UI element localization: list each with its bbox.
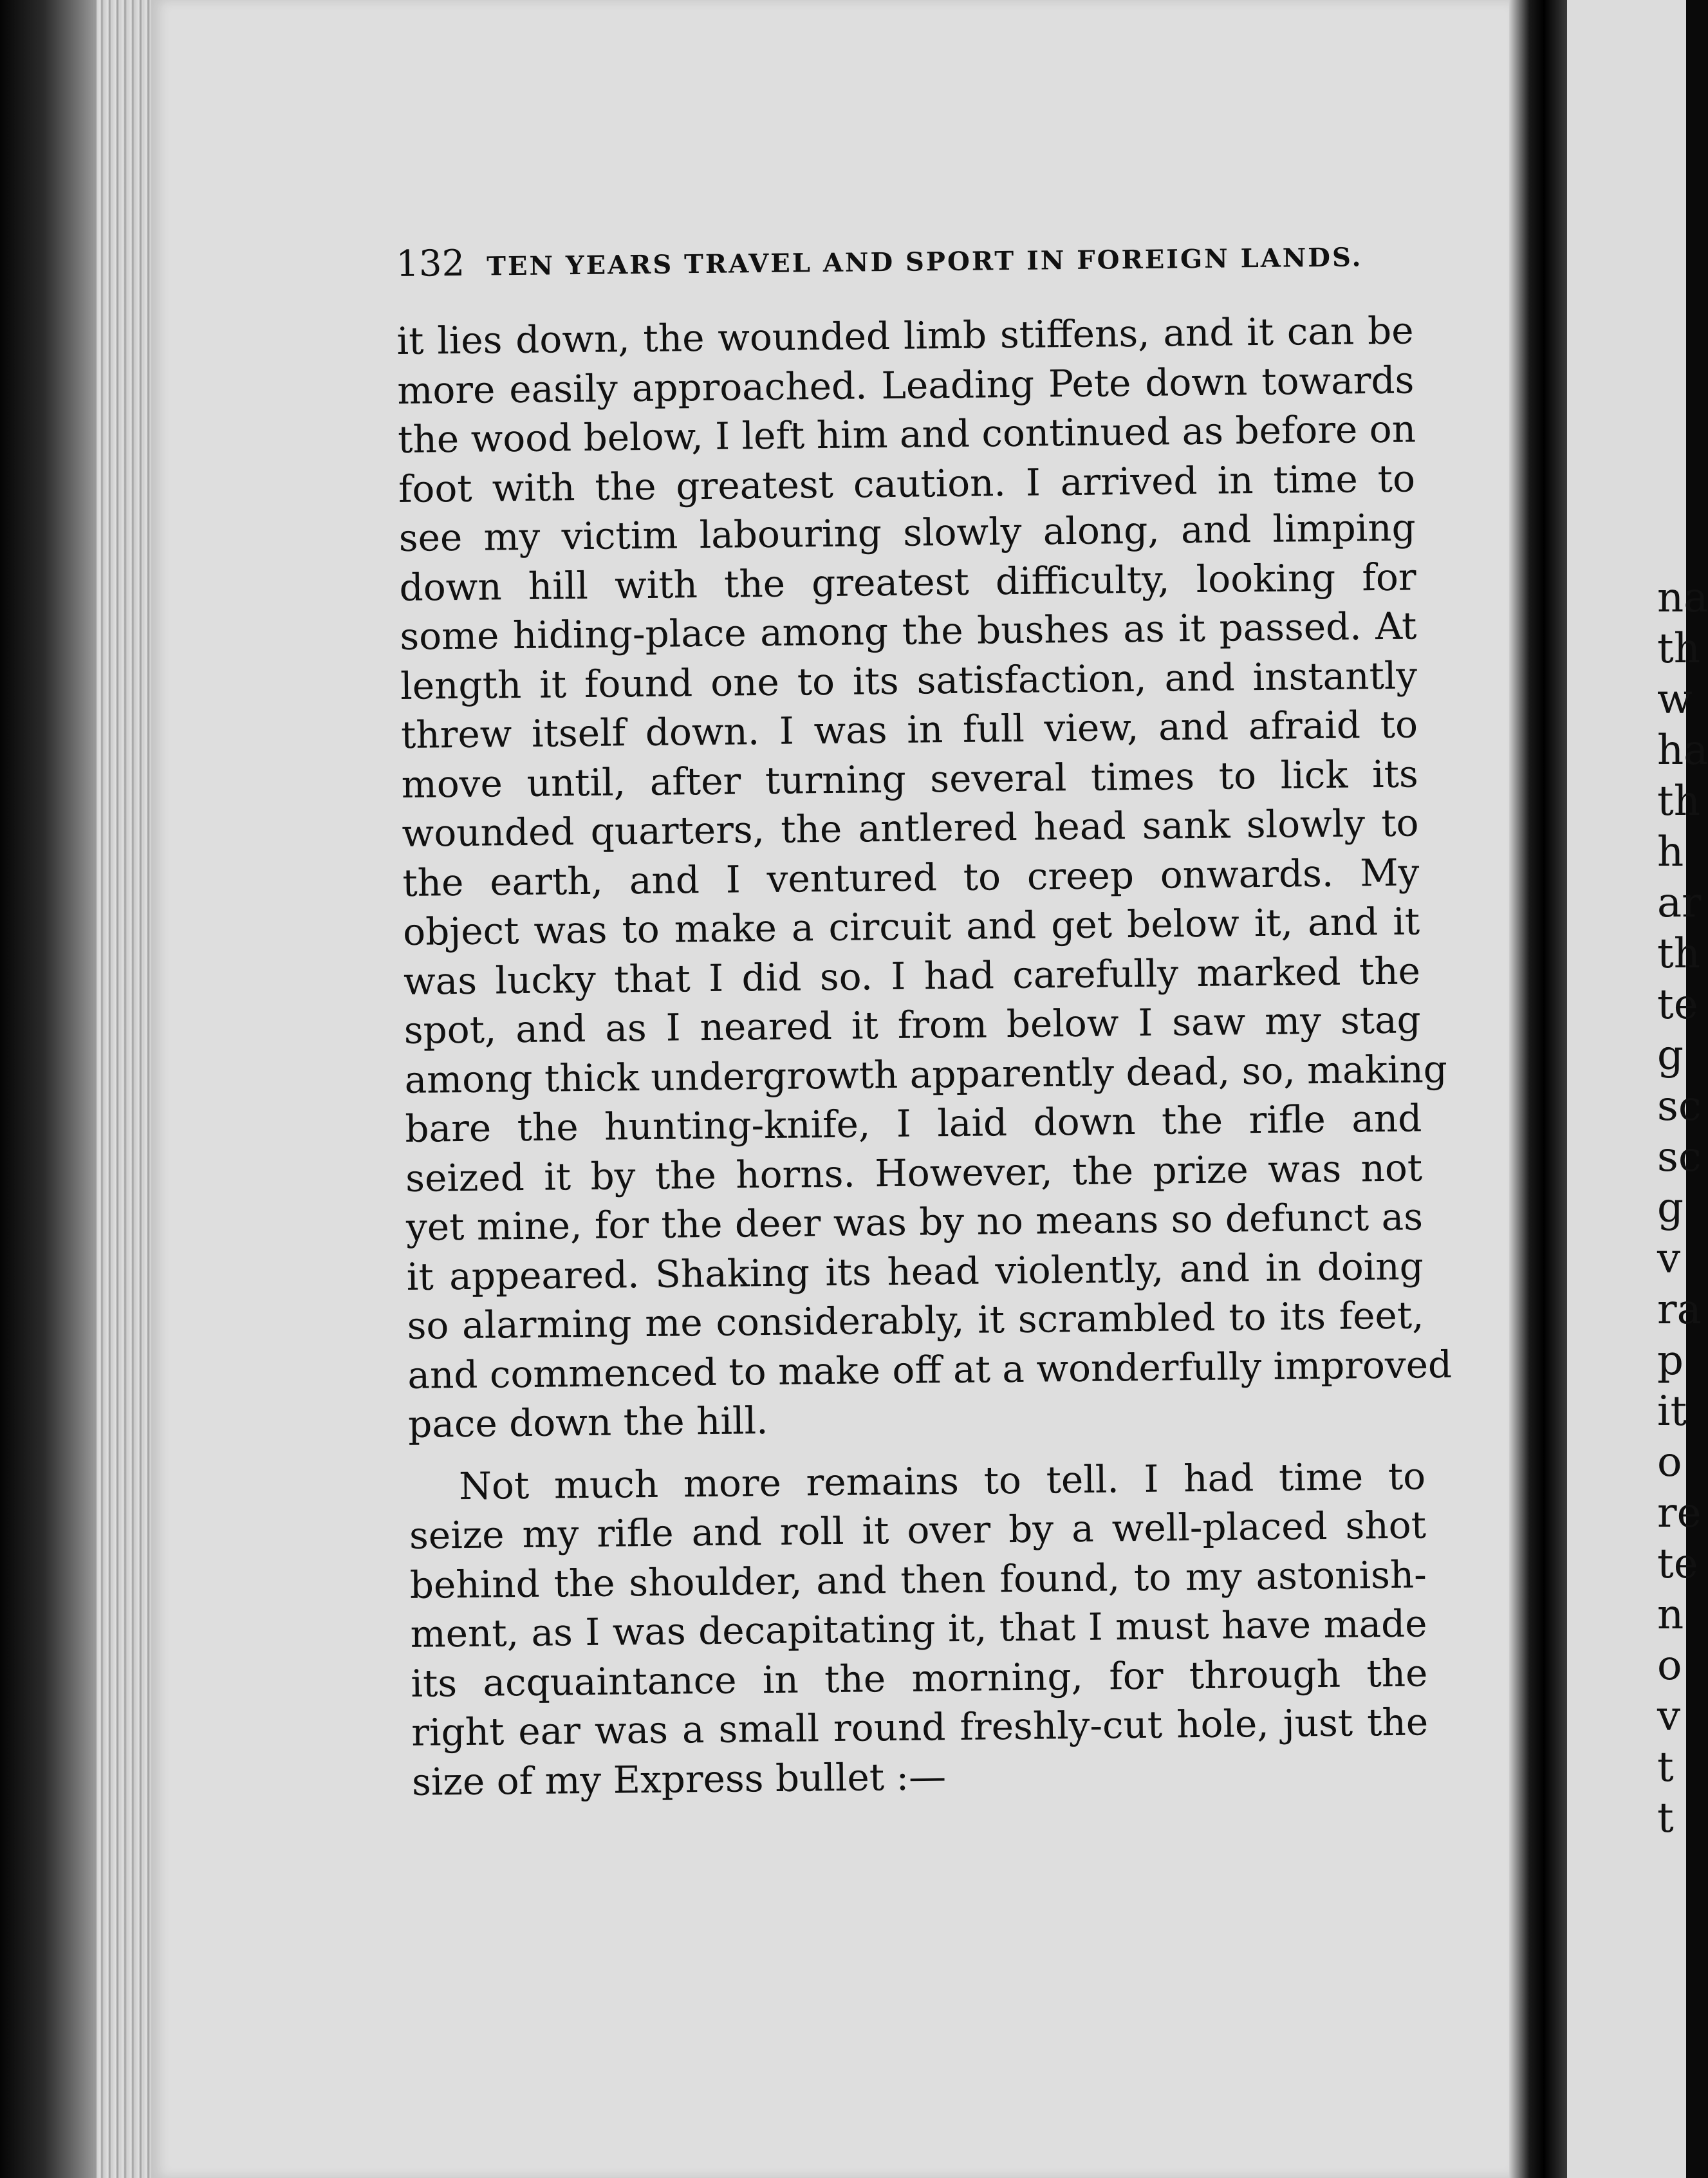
facing-page-fragment: t [1657,1794,1674,1842]
text-line: among thick undergrowth apparently dead, so, making [404,1047,1448,1102]
facing-page-fragment: ar [1657,879,1702,927]
text-line: bare the hunting-knife, I laid down the rifle and [405,1096,1422,1151]
page-text-block [396,232,1453,1806]
text-line: the earth, and I ventured to creep onwards. My [402,850,1420,905]
text-line: pace down the hill. [407,1399,768,1446]
facing-page-fragment: te [1657,981,1698,1028]
text-line: the wood below, I left him and continued as before on [397,407,1416,461]
book-gutter [1509,0,1567,2178]
text-line: its acquaintance in the morning, for through the [411,1650,1428,1706]
facing-page-fragment: na [1657,574,1708,622]
text-line: behind the shoulder, and then found, to my astonish- [409,1552,1427,1607]
facing-page-fragment: g [1657,1184,1684,1232]
facing-page-fragment: re [1657,1489,1702,1537]
facing-page-fragment: th [1657,625,1700,673]
text-line: and commenced to make off at a wonderfully improved [407,1342,1453,1397]
text-line: move until, after turning several times to lick its [401,751,1419,806]
text-line: some hiding-place among the bushes as it passed. At [400,604,1417,658]
facing-page-fragment: sc [1657,1083,1702,1130]
text-line: object was to make a circuit and get below it, and it [402,899,1420,954]
text-line: was lucky that I did so. I had carefully marked the [403,948,1421,1003]
text-line: size of my Express bullet :— [411,1754,947,1804]
text-line: it lies down, the wounded limb stiffens, and it can be [396,308,1414,363]
facing-page-fragment: g [1657,1032,1684,1079]
facing-page-fragment: p [1657,1337,1684,1384]
facing-page-text [1657,573,1708,1844]
facing-page-fragment: v [1657,1235,1681,1283]
book-binding-edge [0,0,109,2178]
text-line: ment, as I was decapitating it, that I must have made [410,1601,1427,1656]
paragraph-2 [409,1451,1429,1807]
facing-page-fragment: h [1657,828,1684,876]
text-line: length it found one to its satisfaction, and instantly [400,653,1418,708]
facing-page-fragment: sc [1657,1133,1702,1181]
facing-page-fragment: it [1657,1388,1687,1435]
text-line: see my victim labouring slowly along, and limping [398,505,1416,560]
facing-page-fragment: v [1657,1693,1681,1740]
text-line: seized it by the horns. However, the prize was not [405,1145,1423,1200]
facing-page-fragment: th [1657,777,1700,825]
text-line: so alarming me considerably, it scrambled to its feet, [407,1293,1424,1348]
facing-page-fragment: n [1657,1591,1684,1639]
running-title: TEN YEARS TRAVEL AND SPORT IN FOREIGN LANDS. [487,242,1363,282]
facing-page-fragment: ra [1657,1286,1702,1334]
text-line: down hill with the greatest difficulty, looking for [399,554,1416,610]
text-line: yet mine, for the deer was by no means so defunct as [405,1195,1424,1249]
paragraph-1 [396,306,1453,1449]
facing-page-fragment: te [1657,1540,1698,1588]
facing-page-fragment: th [1657,930,1700,978]
facing-page-fragment: o [1657,1642,1682,1689]
text-line: wounded quarters, the antlered head sank slowly to [402,801,1419,855]
facing-page-fragment: ha [1657,727,1708,774]
text-line: threw itself down. I was in full view, and afraid to [400,702,1418,757]
facing-page-fragment: t [1657,1744,1674,1791]
text-line: more easily approached. Leading Pete down towards [397,357,1415,413]
facing-page-fragment: o [1657,1438,1682,1486]
text-line: seize my rifle and roll it over by a well-placed shot [409,1503,1427,1558]
text-line: Not much more remains to tell. I had time to [458,1453,1426,1508]
text-line: it appeared. Shaking its head violently, and in doing [406,1243,1424,1299]
page-number: 132 [396,242,465,285]
facing-page-fragment: w [1657,676,1693,723]
text-line: spot, and as I neared it from below I saw my stag [404,998,1422,1052]
text-line: right ear was a small round freshly-cut hole, just the [411,1700,1429,1754]
text-line: foot with the greatest caution. I arrived in time to [398,456,1416,511]
